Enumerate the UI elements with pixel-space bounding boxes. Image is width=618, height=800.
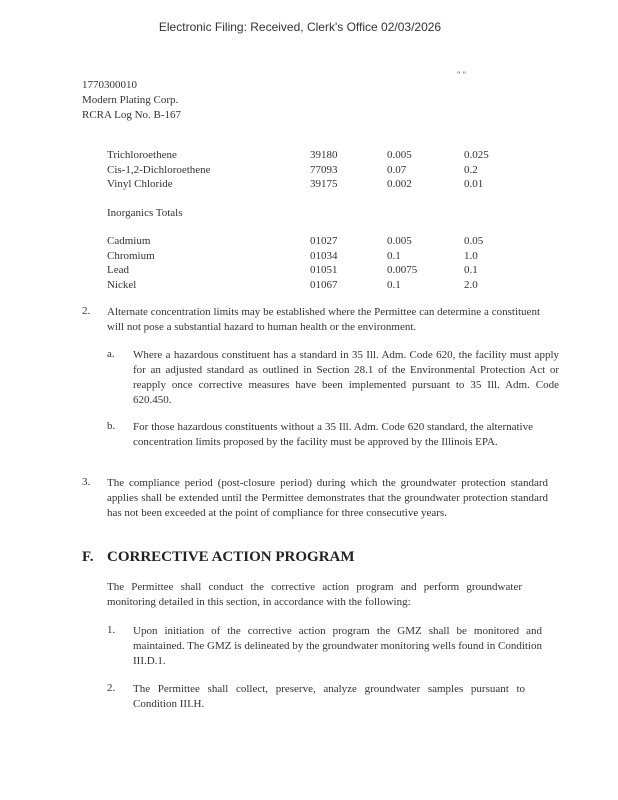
constituent-name: Nickel — [107, 278, 137, 291]
standard-value: 0.07 — [387, 163, 407, 176]
section-f-intro: The Permittee shall conduct the corrective action program and perform groundwater monitoring detailed in this section, in accordance with the following: — [107, 581, 522, 608]
limit-value: 0.2 — [464, 163, 478, 176]
standard-value: 0.0075 — [387, 264, 418, 276]
item-2a-text: Where a hazardous constituent has a standard in 35 Ill. Adm. Code 620, the facility must apply for an adjusted standard as outlined in Section 28.1 of the Environmental Protection Act or reapply once corrective measures have been implemented pursuant to 35 Ill. Adm. Code 620.450. — [133, 349, 559, 406]
limit-value: 1.0 — [464, 249, 478, 262]
constituent-name: Cadmium — [107, 235, 151, 247]
f-item-1-number: 1. — [107, 624, 116, 636]
item-3-text: The compliance period (post-closure period) during which the groundwater protection standard applies shall be extended until the Permittee demonstrates that the groundwater protection standard has not been exceeded at the point of compliance for three consecutive years. — [107, 477, 548, 519]
constituent-name: Trichloroethene — [107, 149, 177, 161]
limit-value: 0.01 — [464, 178, 484, 190]
standard-value: 0.1 — [387, 278, 401, 291]
f-item-2-number: 2. — [107, 682, 116, 694]
constituent-code: 01067 — [310, 278, 338, 291]
f-item-2-text: The Permittee shall collect, preserve, analyze groundwater samples pursuant to Condition III.H. — [133, 683, 525, 710]
constituent-code: 01027 — [310, 235, 338, 247]
header-mark: " " — [457, 70, 466, 80]
constituent-name: Vinyl Chloride — [107, 178, 173, 190]
limit-value: 0.025 — [464, 149, 489, 161]
constituent-name: Lead — [107, 264, 129, 276]
constituent-name: Cis-1,2-Dichloroethene — [107, 163, 211, 176]
constituent-code: 39180 — [310, 149, 338, 161]
item-2-text: Alternate concentration limits may be established where the Permittee can determine a constituent will not pose a substantial hazard to human health or the environment. — [107, 306, 540, 333]
item-2a-letter: a. — [107, 348, 115, 360]
standard-value: 0.005 — [387, 149, 412, 161]
section-f-letter: F. — [82, 549, 94, 565]
standard-value: 0.002 — [387, 178, 412, 190]
constituent-code: 01034 — [310, 249, 338, 262]
limit-value: 2.0 — [464, 278, 478, 291]
item-2-number: 2. — [82, 305, 91, 317]
f-item-1-text: Upon initiation of the corrective action program the GMZ shall be monitored and maintained. The GMZ is delineated by the groundwater monitoring wells found in Condition III.D.1. — [133, 625, 542, 667]
limit-value: 0.1 — [464, 264, 478, 276]
constituent-name: Chromium — [107, 249, 155, 262]
constituent-code: 01051 — [310, 264, 338, 276]
standard-value: 0.005 — [387, 235, 412, 247]
facility-id: 1770300010 — [82, 79, 137, 91]
constituent-code: 77093 — [310, 163, 338, 176]
constituent-code: 39175 — [310, 178, 338, 190]
document-header — [82, 78, 181, 123]
electronic-filing-stamp: Electronic Filing: Received, Clerk's Office 02/03/2026 — [158, 20, 442, 34]
item-2b-text: For those hazardous constituents without a 35 Ill. Adm. Code 620 standard, the alternative concentration limits proposed by the facility must be approved by the Illinois EPA. — [133, 421, 533, 448]
item-3-number: 3. — [82, 476, 91, 488]
standard-value: 0.1 — [387, 249, 401, 262]
section-f-title: CORRECTIVE ACTION PROGRAM — [107, 549, 355, 565]
limit-value: 0.05 — [464, 235, 484, 247]
facility-name: Modern Plating Corp. — [82, 94, 179, 106]
rcra-log-number: RCRA Log No. B-167 — [82, 109, 182, 121]
item-2b-letter: b. — [107, 420, 116, 432]
inorganics-subheading: Inorganics Totals — [107, 207, 183, 219]
